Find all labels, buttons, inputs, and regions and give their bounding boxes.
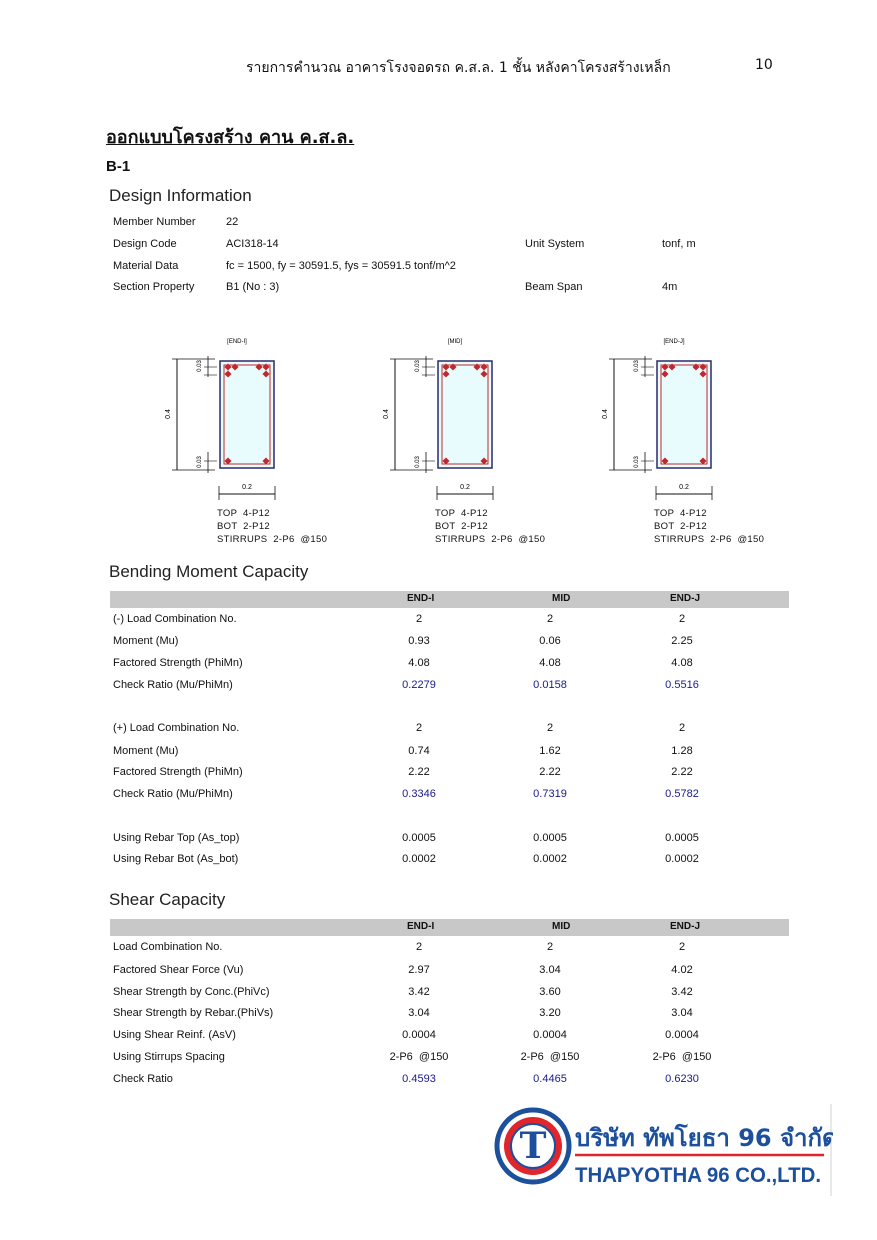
bending-cell: 4.08: [671, 657, 693, 669]
shear-row-label: Shear Strength by Conc.(PhiVc): [113, 986, 270, 998]
bending-cell: 0.0005: [533, 832, 567, 844]
section-title: ออกแบบโครงสร้าง คาน ค.ส.ล.: [106, 127, 355, 148]
cover-bottom: 0.03: [197, 456, 203, 468]
shear-cell: 0.6230: [665, 1073, 699, 1085]
bending-row-label: Using Rebar Bot (As_bot): [113, 853, 239, 865]
section-height: 0.4: [165, 409, 172, 419]
section-property-value: B1 (No : 3): [226, 281, 280, 293]
section-height: 0.4: [383, 409, 390, 419]
bending-cell: 0.7319: [533, 788, 567, 800]
bending-cell: 2.22: [539, 766, 561, 778]
rebar-bot: BOT 2-P12: [435, 521, 488, 532]
bending-cell: 2.22: [671, 766, 693, 778]
section-label: [MID]: [447, 339, 463, 345]
bending-cell: 2: [546, 722, 554, 734]
section-drawing: [378, 334, 578, 549]
section-svg: [597, 334, 797, 504]
bending-cell: 2: [678, 722, 686, 734]
bending-row: [113, 745, 789, 761]
material-value: fc = 1500, fy = 30591.5, fys = 30591.5 tonf/m^2: [226, 260, 456, 272]
bending-cell: 1.28: [671, 745, 693, 757]
bending-row: [113, 832, 789, 848]
rebar-stirrups: STIRRUPS 2-P6 @150: [435, 534, 546, 545]
bending-cell: 0.74: [408, 745, 430, 757]
bending-row: [113, 657, 789, 673]
shear-cell: 2-P6 @150: [389, 1051, 449, 1063]
rebar-top: TOP 4-P12: [654, 508, 707, 519]
cover-bottom: 0.03: [634, 456, 640, 468]
logo-letter: T: [519, 1125, 547, 1167]
shear-row: [113, 1029, 789, 1045]
logo-name-en: THAPYOTHA 96 CO.,LTD.: [575, 1164, 821, 1187]
shear-cell: 2-P6 @150: [520, 1051, 580, 1063]
shear-col-mid: MID: [552, 921, 571, 932]
bending-row: [113, 766, 789, 782]
member-number-label: Member Number: [113, 216, 196, 228]
rebar-bot: BOT 2-P12: [217, 521, 270, 532]
shear-row-label: Shear Strength by Rebar.(PhiVs): [113, 1007, 274, 1019]
shear-cell: 2: [678, 941, 686, 953]
shear-cell: 0.4593: [402, 1073, 436, 1085]
shear-row: [113, 1007, 789, 1023]
section-svg: [378, 334, 578, 504]
bending-cell: 0.2279: [402, 679, 436, 691]
bending-row-label: Using Rebar Top (As_top): [113, 832, 240, 844]
shear-cell: 3.42: [671, 986, 693, 998]
bending-row-label: Check Ratio (Mu/PhiMn): [113, 788, 233, 800]
company-logo-graphic: [486, 1104, 833, 1196]
section-drawing: [160, 334, 360, 549]
bending-cell: 2.22: [408, 766, 430, 778]
cover-top: 0.03: [197, 360, 203, 372]
unit-system-value: tonf, m: [662, 238, 696, 250]
company-logo: [486, 1104, 833, 1196]
shear-row: [113, 1051, 789, 1067]
shear-cell: 0.0004: [402, 1029, 436, 1041]
bending-row-label: Factored Strength (PhiMn): [113, 657, 243, 669]
bending-row: [113, 679, 789, 695]
section-svg: [160, 334, 360, 504]
bending-cell: 0.0002: [402, 853, 436, 865]
section-drawing: [597, 334, 797, 549]
bending-cell: 2: [415, 722, 423, 734]
rebar-notes: [435, 507, 545, 546]
unit-system-label: Unit System: [525, 238, 585, 250]
bending-cell: 0.0158: [533, 679, 567, 691]
design-info-heading: Design Information: [109, 186, 252, 205]
bending-col-end-j: END-J: [670, 593, 701, 604]
shear-cell: 3.04: [671, 1007, 693, 1019]
section-width: 0.2: [460, 484, 470, 491]
rebar-stirrups: STIRRUPS 2-P6 @150: [654, 534, 765, 545]
shear-cell: 3.20: [539, 1007, 561, 1019]
bending-col-mid: MID: [552, 593, 571, 604]
section-width: 0.2: [679, 484, 689, 491]
cover-bottom: 0.03: [415, 456, 421, 468]
rebar-bot: BOT 2-P12: [654, 521, 707, 532]
rebar-notes: [654, 507, 764, 546]
bending-row-label: Moment (Mu): [113, 635, 179, 647]
section-label: [END-I]: [227, 339, 247, 345]
shear-table-header: [110, 919, 789, 936]
shear-cell: 2-P6 @150: [652, 1051, 712, 1063]
shear-cell: 2.97: [408, 964, 430, 976]
bending-cell: 2: [415, 613, 423, 625]
bending-cell: 0.0005: [402, 832, 436, 844]
bending-cell: 2: [546, 613, 554, 625]
cover-top: 0.03: [634, 360, 640, 372]
bending-cell: 0.3346: [402, 788, 436, 800]
section-label: [END-J]: [663, 339, 685, 345]
bending-cell: 0.0002: [665, 853, 699, 865]
shear-cell: 0.0004: [665, 1029, 699, 1041]
shear-cell: 3.04: [408, 1007, 430, 1019]
bending-row-label: Factored Strength (PhiMn): [113, 766, 243, 778]
shear-col-end-i: END-I: [407, 921, 435, 932]
bending-cell: 4.08: [408, 657, 430, 669]
beam-id: B-1: [106, 158, 131, 175]
shear-heading: Shear Capacity: [109, 890, 226, 909]
bending-cell: 0.0002: [533, 853, 567, 865]
section-height: 0.4: [602, 409, 609, 419]
bending-heading: Bending Moment Capacity: [109, 562, 309, 581]
bending-table-header: [110, 591, 789, 608]
shear-cell: 0.4465: [533, 1073, 567, 1085]
design-code-label: Design Code: [113, 238, 177, 250]
bending-cell: 0.5516: [665, 679, 699, 691]
logo-name-th: บริษัท ทัพโยธา 96 จำกัด: [575, 1124, 833, 1152]
bending-row-label: (+) Load Combination No.: [113, 722, 240, 734]
shear-row: [113, 986, 789, 1002]
material-label: Material Data: [113, 260, 179, 272]
rebar-top: TOP 4-P12: [217, 508, 270, 519]
bending-row-label: (-) Load Combination No.: [113, 613, 237, 625]
section-width: 0.2: [242, 484, 252, 491]
shear-cell: 4.02: [671, 964, 693, 976]
bending-row: [113, 613, 789, 629]
bending-cell: 0.0005: [665, 832, 699, 844]
bending-col-end-i: END-I: [407, 593, 435, 604]
beam-span-value: 4m: [662, 281, 678, 293]
shear-row-label: Factored Shear Force (Vu): [113, 964, 244, 976]
shear-cell: 3.04: [539, 964, 561, 976]
section-property-label: Section Property: [113, 281, 195, 293]
rebar-notes: [217, 507, 327, 546]
beam-span-label: Beam Span: [525, 281, 583, 293]
shear-row: [113, 941, 789, 957]
shear-cell: 3.42: [408, 986, 430, 998]
bending-row-label: Moment (Mu): [113, 745, 179, 757]
bending-row: [113, 788, 789, 804]
shear-cell: 2: [415, 941, 423, 953]
member-number-value: 22: [226, 216, 239, 228]
bending-cell: 2.25: [671, 635, 693, 647]
bending-cell: 0.5782: [665, 788, 699, 800]
bending-cell: 2: [678, 613, 686, 625]
header-title: รายการคำนวณ อาคารโรงจอดรถ ค.ส.ล. 1 ชั้น หลังคาโครงสร้างเหล็ก: [246, 60, 671, 76]
bending-row-label: Check Ratio (Mu/PhiMn): [113, 679, 233, 691]
shear-cell: 2: [546, 941, 554, 953]
bending-cell: 0.93: [408, 635, 430, 647]
design-code-value: ACI318-14: [226, 238, 279, 250]
rebar-stirrups: STIRRUPS 2-P6 @150: [217, 534, 328, 545]
shear-cell: 3.60: [539, 986, 561, 998]
bending-row: [113, 853, 789, 869]
shear-row: [113, 1073, 789, 1089]
shear-col-end-j: END-J: [670, 921, 701, 932]
shear-row-label: Using Stirrups Spacing: [113, 1051, 225, 1063]
shear-cell: 0.0004: [533, 1029, 567, 1041]
shear-row-label: Using Shear Reinf. (AsV): [113, 1029, 236, 1041]
bending-row: [113, 722, 789, 738]
page-number: 10: [755, 57, 773, 73]
rebar-top: TOP 4-P12: [435, 508, 488, 519]
bending-cell: 4.08: [539, 657, 561, 669]
bending-cell: 1.62: [539, 745, 561, 757]
shear-row-label: Load Combination No.: [113, 941, 223, 953]
shear-row-label: Check Ratio: [113, 1073, 173, 1085]
cover-top: 0.03: [415, 360, 421, 372]
shear-row: [113, 964, 789, 980]
bending-cell: 0.06: [539, 635, 561, 647]
bending-row: [113, 635, 789, 651]
